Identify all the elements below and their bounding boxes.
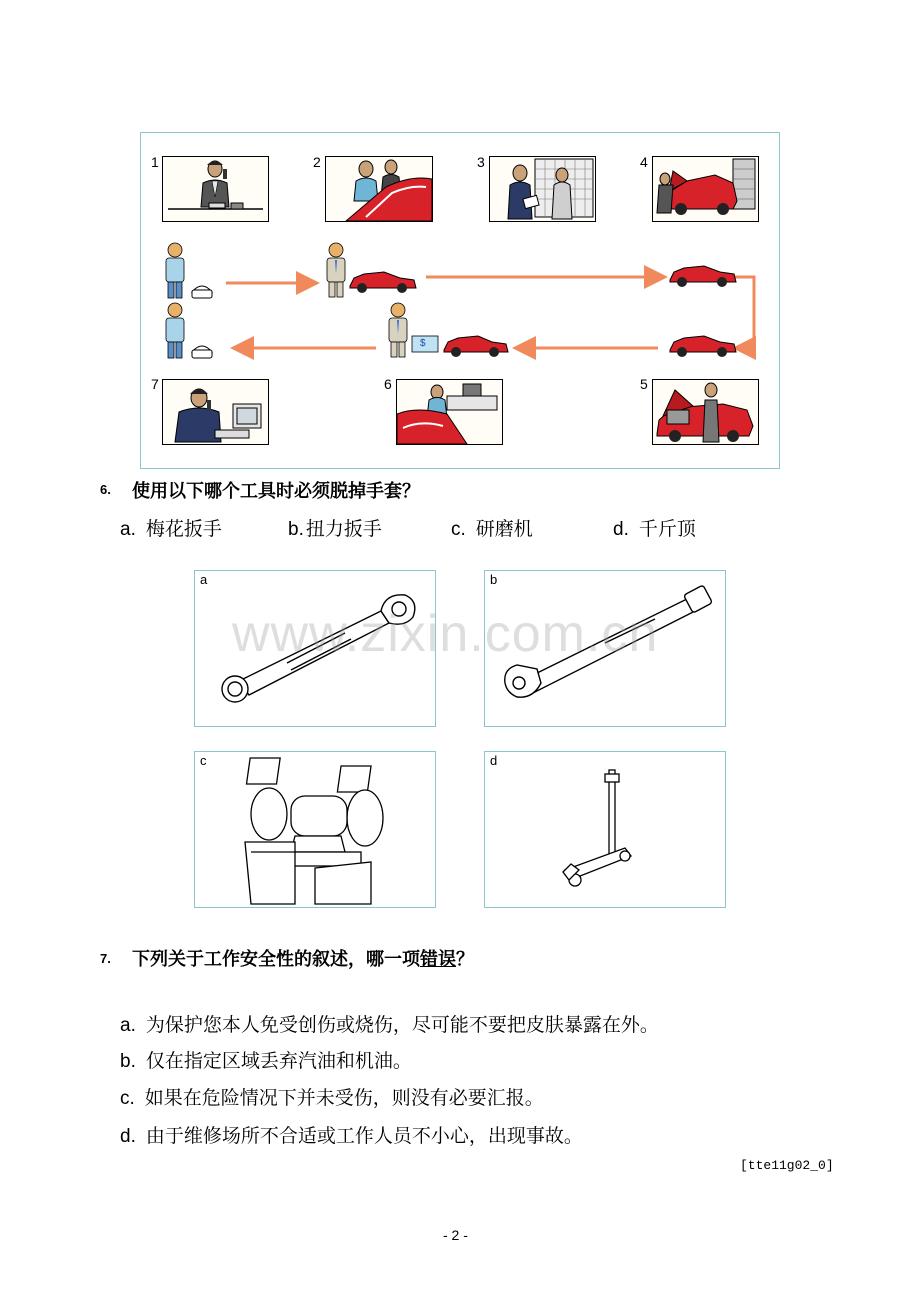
step-number-4: 4 <box>640 154 648 170</box>
car-icon-top-right <box>668 258 740 290</box>
panel-7-follow-up-call <box>162 379 269 445</box>
tool-b-label: b <box>490 572 498 587</box>
q6-option-a: a. 梅花扳手 <box>120 518 222 540</box>
panel-2-customer-reception <box>325 156 433 222</box>
tool-d-jack <box>484 751 726 908</box>
q7-text: 下列关于工作安全性的叙述，哪一项错误？ <box>132 949 474 970</box>
step-number-7: 7 <box>151 376 159 392</box>
step-number-5: 5 <box>640 376 648 392</box>
q6-option-b: b. 扭力扳手 <box>288 518 382 540</box>
advisor-with-car-icon <box>322 240 422 300</box>
q7-option-c: c. 如果在危险情况下并未受伤，则没有必要汇报。 <box>120 1087 544 1109</box>
step-number-2: 2 <box>313 154 321 170</box>
q7-option-b: b. 仅在指定区域丢弃汽油和机油。 <box>120 1050 412 1072</box>
car-icon-bottom-right <box>668 328 740 360</box>
q6-option-c: c. 研磨机 <box>451 518 533 540</box>
panel-1-phone-call <box>162 156 269 222</box>
payment-with-car-icon <box>384 300 514 362</box>
money-symbol: $ <box>420 338 426 349</box>
tool-d-label: d <box>490 753 498 768</box>
page-number: - 2 - <box>443 1227 468 1243</box>
q7-option-d: d. 由于维修场所不合适或工作人员不小心，出现事故。 <box>120 1125 583 1147</box>
panel-5-repair <box>652 379 759 445</box>
q6-text: 使用以下哪个工具时必须脱掉手套？ <box>132 481 420 502</box>
q6-number: 6. <box>100 482 111 497</box>
panel-4-inspection <box>652 156 759 222</box>
panel-3-work-order <box>489 156 596 222</box>
customer-icon <box>162 242 222 302</box>
q6-option-d: d. 千斤顶 <box>613 518 696 540</box>
tool-c-grinder <box>194 751 436 908</box>
question-code: [tte11g02_0] <box>740 1158 834 1173</box>
step-number-3: 3 <box>477 154 485 170</box>
watermark: www.zixin.com.cn <box>232 605 659 663</box>
tool-c-label: c <box>200 753 207 768</box>
q7-option-a: a. 为保护您本人免受创伤或烧伤，尽可能不要把皮肤暴露在外。 <box>120 1014 659 1036</box>
panel-6-delivery <box>396 379 503 445</box>
q7-number: 7. <box>100 951 111 966</box>
step-number-6: 6 <box>384 376 392 392</box>
q7-underlined-word: 错误 <box>420 949 456 970</box>
customer-icon-return <box>162 302 222 362</box>
tool-a-label: a <box>200 572 208 587</box>
step-number-1: 1 <box>151 154 159 170</box>
